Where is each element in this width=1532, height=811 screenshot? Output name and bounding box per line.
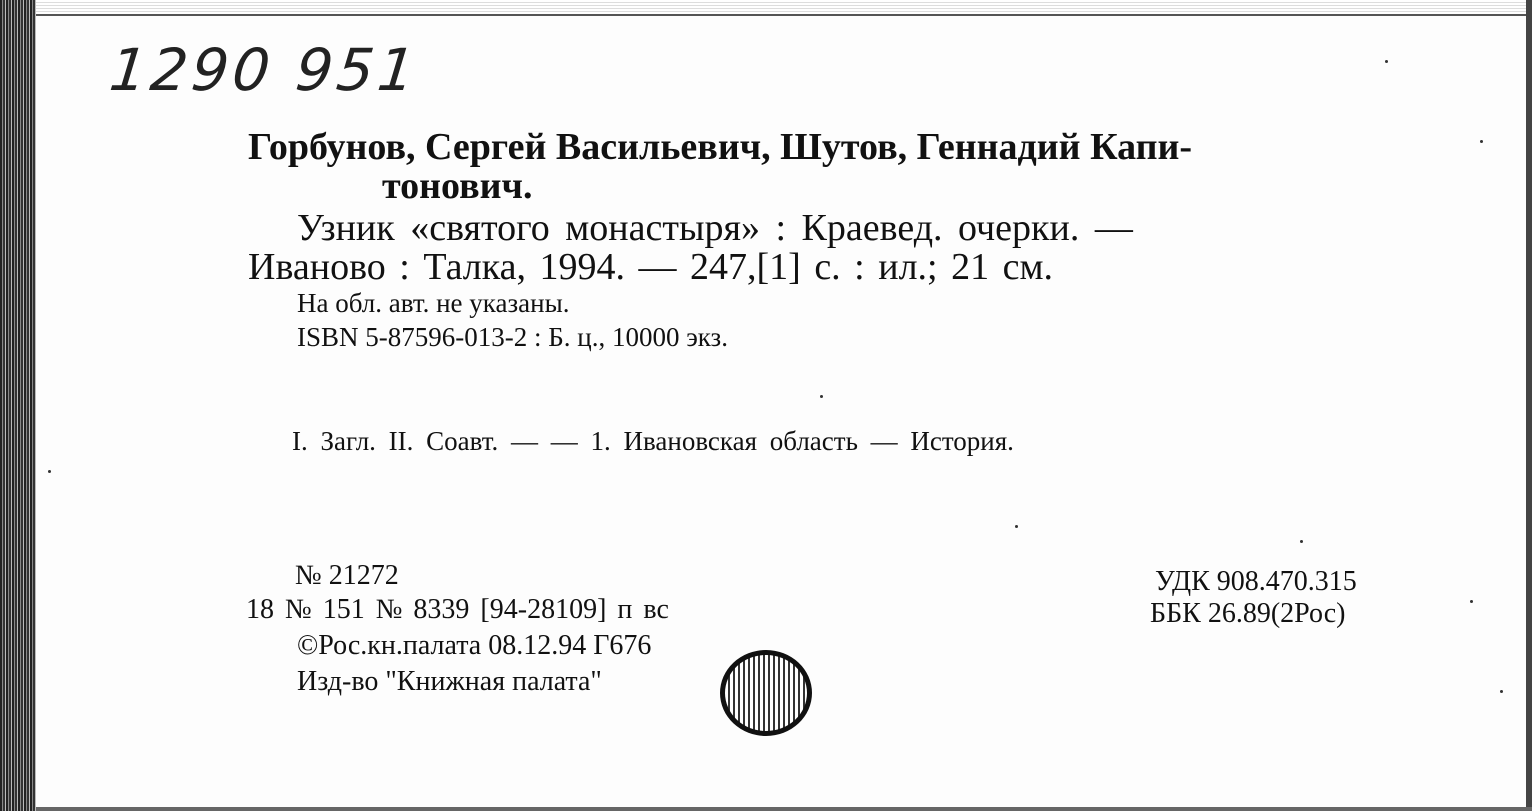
index-line: I. Загл. II. Соавт. — — 1. Ивановская область — История. [292, 426, 1014, 456]
bbk-code: ББК 26.89(2Рос) [1150, 598, 1346, 629]
title-line1: Узник «святого монастыря» : Краевед. очерки. — [297, 207, 1133, 249]
hole-punch-mark [720, 650, 812, 736]
number-line2: 18 № 151 № 8339 [94-28109] п вс [246, 594, 669, 625]
publisher-line: Изд-во "Книжная палата" [297, 666, 602, 697]
note-line: На обл. авт. не указаны. [297, 288, 570, 318]
number-line1: № 21272 [295, 560, 399, 591]
speck [1300, 540, 1303, 543]
title-line2: Иваново : Талка, 1994. — 247,[1] с. : ил.; 21 см. [248, 246, 1054, 288]
speck [1500, 690, 1503, 693]
speck [820, 395, 823, 398]
card-top-edge [36, 0, 1532, 16]
speck [1385, 60, 1388, 63]
speck [1480, 140, 1483, 143]
card-left-edge [0, 0, 36, 811]
card-bottom-edge [36, 807, 1532, 811]
udk-code: УДК 908.470.315 [1155, 566, 1357, 597]
speck [1470, 600, 1473, 603]
author-heading-line1: Горбунов, Сергей Васильевич, Шутов, Геннадий Капи- [248, 126, 1193, 168]
speck [48, 470, 51, 473]
isbn-line: ISBN 5-87596-013-2 : Б. ц., 10000 экз. [297, 322, 728, 352]
card-right-edge [1526, 0, 1532, 811]
copyright-line: ©Рос.кн.палата 08.12.94 Г676 [297, 630, 652, 661]
handwritten-number: 1290 951 [106, 36, 423, 104]
speck [1015, 525, 1018, 528]
author-heading-line2: тонович. [382, 165, 533, 207]
